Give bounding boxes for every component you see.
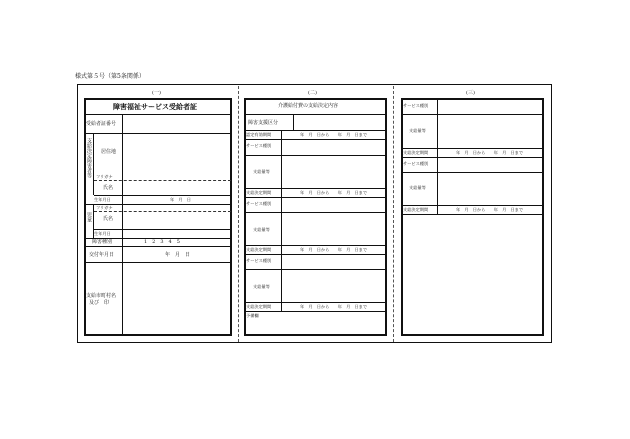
valid-period-label: 認定有効期間 <box>246 132 272 137</box>
valid-period-value: 年 月 日から 年 月 日まで <box>300 132 368 137</box>
p3-decision-period-value-2: 年 月 日から 年 月 日まで <box>456 207 524 212</box>
p3-decision-period-label-2: 支給決定期間 <box>403 207 429 212</box>
panel3-header: (三) <box>466 90 475 96</box>
child-furigana-label: フリガナ <box>96 205 113 210</box>
panel3-card <box>401 98 544 336</box>
form-label: 様式第５号（第5条関係） <box>75 73 145 80</box>
notes-label: 予備欄 <box>246 313 259 318</box>
panel2-title: 介護給付費の支給決定内容 <box>278 103 339 109</box>
issue-date-label: 交付年月日 <box>89 252 115 258</box>
amount-label-1: 支給量等 <box>253 169 270 174</box>
municipality-label: 支給市町村名 <box>86 293 117 299</box>
decision-period-value-1: 年 月 日から 年 月 日まで <box>300 190 368 195</box>
child-side-label: 児童 <box>86 212 92 222</box>
p3-amount-label-1: 支給量等 <box>409 128 426 133</box>
child-birth-date-label: 生年月日 <box>94 231 111 236</box>
name-label: 氏名 <box>103 185 114 191</box>
seal-label: 及び 印 <box>89 300 110 306</box>
fold-line-right <box>393 86 394 342</box>
disability-type-options: 1 2 3 4 5 <box>144 239 180 245</box>
p3-service-type-label-1: サービス種別 <box>403 103 429 108</box>
decision-period-value-3: 年 月 日から 年 月 日まで <box>300 304 368 309</box>
birth-date-label: 生年月日 <box>94 197 111 202</box>
p3-amount-label-2: 支給量等 <box>409 185 426 190</box>
recipient-number-label: 受給者証番号 <box>86 121 117 127</box>
support-class-label: 障害支援区分 <box>248 120 279 126</box>
service-type-label-2: サービス種別 <box>246 201 272 206</box>
panel1-header: (一) <box>152 90 161 96</box>
panel2-header: (二) <box>308 90 317 96</box>
panel1-title: 障害福祉サービス受給者証 <box>113 102 197 111</box>
service-type-label-3: サービス種別 <box>246 258 272 263</box>
decision-period-label-2: 支給決定期間 <box>246 247 272 252</box>
child-name-label: 氏名 <box>103 216 114 222</box>
decision-period-label-3: 支給決定期間 <box>246 304 272 309</box>
p3-decision-period-value-1: 年 月 日から 年 月 日まで <box>456 150 524 155</box>
furigana-label: フリガナ <box>96 174 113 179</box>
issue-date-value: 年 月 日 <box>165 252 191 258</box>
disability-type-label: 障害種別 <box>92 239 113 245</box>
fold-line-left <box>238 86 239 342</box>
decision-period-value-2: 年 月 日から 年 月 日まで <box>300 247 368 252</box>
amount-label-2: 支給量等 <box>253 227 270 232</box>
decision-period-label-1: 支給決定期間 <box>246 190 272 195</box>
p3-decision-period-label-1: 支給決定期間 <box>403 150 429 155</box>
birth-date-value: 年 月 日 <box>170 197 191 202</box>
p3-service-type-label-2: サービス種別 <box>403 161 429 166</box>
amount-label-3: 支給量等 <box>253 284 270 289</box>
recipient-side-label: 支給決定障害者等 <box>86 138 92 178</box>
address-label: 居住地 <box>101 149 117 155</box>
service-type-label-1: サービス種別 <box>246 143 272 148</box>
